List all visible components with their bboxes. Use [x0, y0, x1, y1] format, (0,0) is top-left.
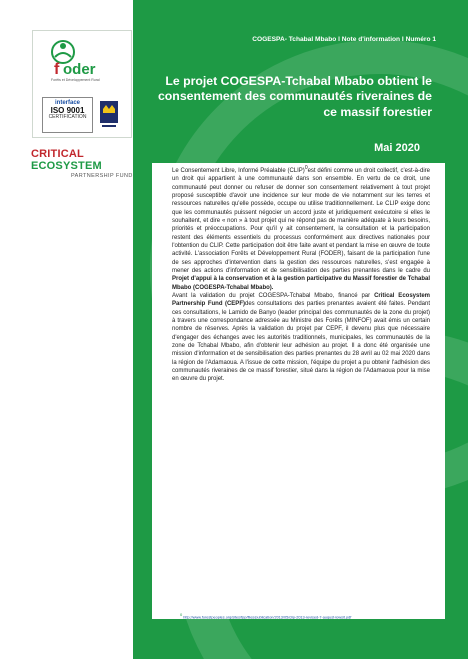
iso-org: interface: [54, 100, 80, 106]
page-title: Le projet COGESPA-Tchabal Mbabo obtient le consentement des communautés riveraines de ce massif forestier: [157, 74, 432, 119]
logo-card: [32, 30, 132, 138]
svg-text:f: f: [54, 61, 60, 78]
footnote-ref: 0: [304, 165, 308, 171]
footnote: [180, 612, 430, 619]
iso-certification-badge: [42, 97, 93, 133]
text-run: des consultations des parties prenantes avaient été faites. Pendant ces consultations, le Lamido de Banyo (leader principal des communautés de la zone du projet) à travers une correspondance adressée au Ministre des Forêts (MINFOF) avait émis un certain nombre de réserves. Après la validation du projet par CEPF, il devenu plus que nécessaire d'engager des échanges avec les autorités traditionnels, municipales, les communautés de la zone de Tchabal Mbabo, afin d'obtenir leur adhésion au projet. Il a donc été organisée une mission d'information et de sensibilisation des parties prenantes du 28 avril au 02 mai 2020 dans la région de l'Adamaoua. A l'issue de cette mission, l'équipe du projet a pu obtenir l'adhésion des communautés riveraines de ce massif forestier, situé dans la région de l'Adamaoua pour la mise en œuvre du projet.: [172, 301, 430, 383]
bold-text: Projet d'appui à la conservation et à la gestion participative du Massif forestier de Tchabal Mbabo (COGESPA-Tchabal Mbabo).: [172, 276, 430, 291]
bold-text: Critical Ecosystem Partnership Fund (CEPF): [172, 292, 430, 308]
foder-logo: [41, 37, 119, 83]
foder-logo-text: oder: [63, 61, 96, 78]
text-run: Le Consentement Libre, Informé Préalable (CLIP): [172, 168, 305, 174]
cepf-word-critical: CRITICAL: [31, 148, 84, 160]
text-run: est défini comme un droit collectif, c'est-à-dire un droit qui appartient à une communauté dans son ensemble. En vertu de ce droit, une communauté peut donner ou refuser de donner son consentement relativement à tout projet proposé susceptible d'avoir une incidence sur leur mode de vie notamment sur les terres et ressources naturelles qu'elle possède, occupe ou utilise traditionnellement. Le CLIP exige donc que les communautés puissent négocier un accord juste et juridiquement exécutoire si elles le souhaitent, et dire « non » à tout projet qui ne répond pas de manière adéquate à leurs besoins, priorités et préoccupations. Pour qu'il y ait consentement, la consultation et la participation restent des éléments essentiels du processus conformément aux directives nationales pour l'obtention du CLIP. Cette participation doit être faite avant et pendant la mise en œuvre de toute activité. L'association Forêts et Développement Rural (FODER), faisant de la participation l'une de ses approches d'intervention dans la gestion des ressources naturelles, s'est engagée à mener des actions d'information et de sensibilisation des parties prenantes dans le cadre du: [172, 168, 430, 274]
publication-date: Mai 2020: [374, 142, 420, 154]
article-body: [172, 165, 430, 384]
header-note: COGESPA- Tchabal Mbabo I Note d'information I Numéro 1: [252, 36, 436, 43]
paragraph: [172, 165, 430, 292]
footnote-link[interactable]: http://www.forestpeoples.org/sites/fpp/files/publication/2013/05/clip-2013-revised-7-august-lowsit.pdf: [183, 615, 352, 620]
iso-label: ISO 9001: [50, 105, 85, 115]
footnote-marker: 0: [180, 612, 183, 617]
text-run: Avant la validation du projet COGESPA-Tchabal Mbabo, financé par: [172, 292, 371, 299]
foder-tagline: Forêts et Développement Rural: [51, 78, 100, 82]
cepf-word-ecosystem: ECOSYSTEM: [31, 160, 102, 172]
iso-cert-label: CERTIFICATION: [48, 114, 87, 121]
cepf-subtitle: PARTNERSHIP FUND: [71, 173, 133, 179]
cepf-logo: [31, 148, 135, 180]
ukas-crown-icon: [97, 97, 121, 131]
paragraph: [172, 292, 430, 384]
